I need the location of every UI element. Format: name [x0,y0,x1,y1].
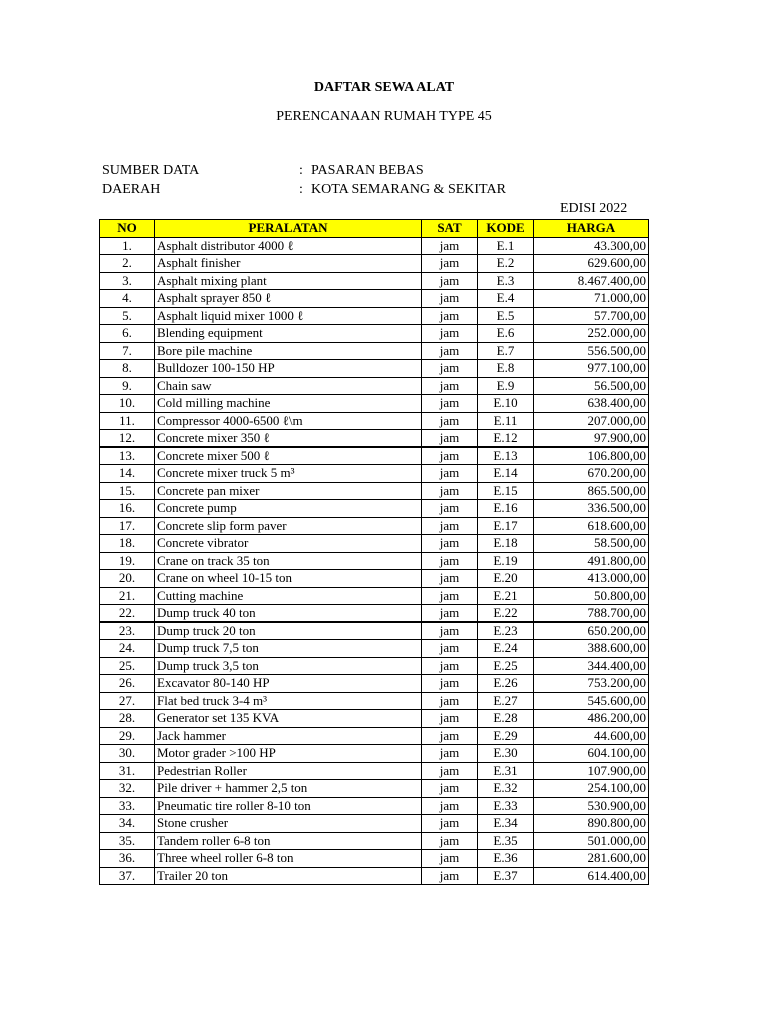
equipment-name: Dump truck 40 ton [155,605,422,623]
code: E.16 [478,500,534,518]
table-row [100,237,649,255]
code: E.4 [478,290,534,308]
code: E.33 [478,797,534,815]
code: E.14 [478,465,534,483]
equipment-name: Motor grader >100 HP [155,745,422,763]
code: E.19 [478,552,534,570]
price: 107.900,00 [534,762,649,780]
unit: jam [422,797,478,815]
unit: jam [422,832,478,850]
equipment-name: Asphalt liquid mixer 1000 ℓ [155,307,422,325]
code: E.31 [478,762,534,780]
unit: jam [422,377,478,395]
unit: jam [422,815,478,833]
code: E.1 [478,237,534,255]
price: 336.500,00 [534,500,649,518]
code: E.13 [478,447,534,465]
row-number: 7. [100,342,155,360]
header-sat: SAT [422,220,478,238]
code: E.37 [478,867,534,885]
row-number: 2. [100,255,155,273]
code: E.8 [478,360,534,378]
unit: jam [422,587,478,605]
table-row [100,570,649,588]
unit: jam [422,692,478,710]
price: 56.500,00 [534,377,649,395]
table-row [100,430,649,448]
code: E.15 [478,482,534,500]
table-row [100,500,649,518]
price: 556.500,00 [534,342,649,360]
unit: jam [422,710,478,728]
price: 604.100,00 [534,745,649,763]
code: E.34 [478,815,534,833]
equipment-name: Dump truck 3,5 ton [155,657,422,675]
row-number: 14. [100,465,155,483]
code: E.2 [478,255,534,273]
equipment-name: Asphalt sprayer 850 ℓ [155,290,422,308]
row-number: 34. [100,815,155,833]
daerah-value: KOTA SEMARANG & SEKITAR [311,182,506,197]
unit: jam [422,237,478,255]
unit: jam [422,867,478,885]
table-row [100,342,649,360]
table-row [100,412,649,430]
price: 618.600,00 [534,517,649,535]
unit: jam [422,447,478,465]
equipment-name: Dump truck 20 ton [155,622,422,640]
row-number: 17. [100,517,155,535]
code: E.35 [478,832,534,850]
row-number: 8. [100,360,155,378]
equipment-name: Cutting machine [155,587,422,605]
price: 58.500,00 [534,535,649,553]
price: 50.800,00 [534,587,649,605]
unit: jam [422,657,478,675]
code: E.17 [478,517,534,535]
equipment-name: Asphalt distributor 4000 ℓ [155,237,422,255]
unit: jam [422,255,478,273]
equipment-name: Stone crusher [155,815,422,833]
equipment-name: Three wheel roller 6-8 ton [155,850,422,868]
table-row [100,622,649,640]
equipment-name: Bore pile machine [155,342,422,360]
price: 207.000,00 [534,412,649,430]
code: E.11 [478,412,534,430]
table-row [100,272,649,290]
code: E.32 [478,780,534,798]
row-number: 25. [100,657,155,675]
table-row [100,395,649,413]
unit: jam [422,622,478,640]
equipment-name: Concrete mixer 350 ℓ [155,430,422,448]
equipment-name: Concrete slip form paver [155,517,422,535]
table-row [100,307,649,325]
code: E.10 [478,395,534,413]
unit: jam [422,482,478,500]
code: E.20 [478,570,534,588]
document-title: DAFTAR SEWA ALAT [313,80,455,95]
price: 281.600,00 [534,850,649,868]
code: E.25 [478,657,534,675]
price: 71.000,00 [534,290,649,308]
price: 97.900,00 [534,430,649,448]
table-row [100,587,649,605]
table-row [100,657,649,675]
row-number: 31. [100,762,155,780]
equipment-name: Pile driver + hammer 2,5 ton [155,780,422,798]
price: 753.200,00 [534,675,649,693]
price: 865.500,00 [534,482,649,500]
unit: jam [422,535,478,553]
code: E.28 [478,710,534,728]
unit: jam [422,272,478,290]
code: E.29 [478,727,534,745]
table-row [100,290,649,308]
equipment-name: Generator set 135 KVA [155,710,422,728]
row-number: 35. [100,832,155,850]
table-row [100,482,649,500]
code: E.23 [478,622,534,640]
unit: jam [422,850,478,868]
header-kode: KODE [478,220,534,238]
code: E.18 [478,535,534,553]
colon: : [299,163,303,178]
row-number: 37. [100,867,155,885]
equipment-name: Trailer 20 ton [155,867,422,885]
price: 650.200,00 [534,622,649,640]
price: 629.600,00 [534,255,649,273]
price: 890.800,00 [534,815,649,833]
price: 57.700,00 [534,307,649,325]
equipment-name: Pedestrian Roller [155,762,422,780]
table-row [100,325,649,343]
unit: jam [422,727,478,745]
table-row [100,815,649,833]
row-number: 4. [100,290,155,308]
code: E.21 [478,587,534,605]
row-number: 20. [100,570,155,588]
sumber-data-label: SUMBER DATA [102,163,200,178]
equipment-name: Concrete mixer truck 5 m³ [155,465,422,483]
row-number: 6. [100,325,155,343]
code: E.24 [478,640,534,658]
equipment-name: Flat bed truck 3-4 m³ [155,692,422,710]
document-subtitle: PERENCANAAN RUMAH TYPE 45 [276,109,492,124]
table-row [100,832,649,850]
unit: jam [422,342,478,360]
unit: jam [422,517,478,535]
row-number: 12. [100,430,155,448]
row-number: 23. [100,622,155,640]
unit: jam [422,780,478,798]
equipment-name: Concrete pump [155,500,422,518]
equipment-rental-table [99,219,649,885]
table-row [100,465,649,483]
equipment-name: Chain saw [155,377,422,395]
unit: jam [422,395,478,413]
price: 254.100,00 [534,780,649,798]
table-row [100,727,649,745]
edition-label: EDISI 2022 [560,201,628,216]
row-number: 15. [100,482,155,500]
equipment-name: Excavator 80-140 HP [155,675,422,693]
equipment-name: Jack hammer [155,727,422,745]
unit: jam [422,465,478,483]
row-number: 26. [100,675,155,693]
code: E.27 [478,692,534,710]
equipment-name: Asphalt finisher [155,255,422,273]
table-row [100,780,649,798]
header-harga: HARGA [534,220,649,238]
unit: jam [422,745,478,763]
unit: jam [422,762,478,780]
meta-sumber-data [102,163,424,179]
table-body [100,237,649,885]
price: 788.700,00 [534,605,649,623]
row-number: 19. [100,552,155,570]
price: 388.600,00 [534,640,649,658]
equipment-name: Crane on wheel 10-15 ton [155,570,422,588]
price: 252.000,00 [534,325,649,343]
row-number: 18. [100,535,155,553]
equipment-name: Blending equipment [155,325,422,343]
equipment-name: Bulldozer 100-150 HP [155,360,422,378]
row-number: 16. [100,500,155,518]
table-row [100,745,649,763]
price: 545.600,00 [534,692,649,710]
code: E.36 [478,850,534,868]
table-header-row [100,220,649,238]
unit: jam [422,570,478,588]
table-row [100,517,649,535]
header-no: NO [100,220,155,238]
code: E.6 [478,325,534,343]
unit: jam [422,552,478,570]
unit: jam [422,640,478,658]
code: E.5 [478,307,534,325]
price: 413.000,00 [534,570,649,588]
daerah-label: DAERAH [102,182,161,197]
unit: jam [422,605,478,623]
price: 43.300,00 [534,237,649,255]
unit: jam [422,307,478,325]
code: E.3 [478,272,534,290]
row-number: 22. [100,605,155,623]
table-row [100,255,649,273]
price: 344.400,00 [534,657,649,675]
equipment-name: Concrete vibrator [155,535,422,553]
code: E.26 [478,675,534,693]
table-row [100,675,649,693]
unit: jam [422,412,478,430]
table-row [100,552,649,570]
table-row [100,535,649,553]
table-row [100,762,649,780]
price: 8.467.400,00 [534,272,649,290]
row-number: 11. [100,412,155,430]
equipment-name: Crane on track 35 ton [155,552,422,570]
price: 491.800,00 [534,552,649,570]
equipment-name: Dump truck 7,5 ton [155,640,422,658]
code: E.7 [478,342,534,360]
unit: jam [422,325,478,343]
code: E.9 [478,377,534,395]
table-row [100,692,649,710]
code: E.30 [478,745,534,763]
unit: jam [422,675,478,693]
equipment-name: Cold milling machine [155,395,422,413]
price: 44.600,00 [534,727,649,745]
price: 486.200,00 [534,710,649,728]
price: 638.400,00 [534,395,649,413]
row-number: 1. [100,237,155,255]
row-number: 33. [100,797,155,815]
unit: jam [422,500,478,518]
table-row [100,710,649,728]
row-number: 36. [100,850,155,868]
row-number: 10. [100,395,155,413]
table-row [100,850,649,868]
row-number: 13. [100,447,155,465]
equipment-name: Asphalt mixing plant [155,272,422,290]
table-row [100,360,649,378]
row-number: 32. [100,780,155,798]
table-row [100,867,649,885]
price: 670.200,00 [534,465,649,483]
table-row [100,377,649,395]
unit: jam [422,430,478,448]
table-row [100,447,649,465]
price: 501.000,00 [534,832,649,850]
price: 614.400,00 [534,867,649,885]
price: 530.900,00 [534,797,649,815]
row-number: 9. [100,377,155,395]
equipment-name: Tandem roller 6-8 ton [155,832,422,850]
price: 106.800,00 [534,447,649,465]
equipment-name: Concrete mixer 500 ℓ [155,447,422,465]
meta-daerah [102,182,506,198]
table-row [100,797,649,815]
table-row [100,605,649,623]
price: 977.100,00 [534,360,649,378]
unit: jam [422,290,478,308]
header-peralatan: PERALATAN [155,220,422,238]
unit: jam [422,360,478,378]
row-number: 29. [100,727,155,745]
row-number: 3. [100,272,155,290]
row-number: 24. [100,640,155,658]
row-number: 5. [100,307,155,325]
equipment-name: Concrete pan mixer [155,482,422,500]
colon: : [299,182,303,197]
row-number: 28. [100,710,155,728]
row-number: 21. [100,587,155,605]
sumber-data-value: PASARAN BEBAS [311,163,424,178]
equipment-name: Pneumatic tire roller 8-10 ton [155,797,422,815]
row-number: 30. [100,745,155,763]
table-row [100,640,649,658]
row-number: 27. [100,692,155,710]
code: E.22 [478,605,534,623]
code: E.12 [478,430,534,448]
equipment-name: Compressor 4000-6500 ℓ\m [155,412,422,430]
